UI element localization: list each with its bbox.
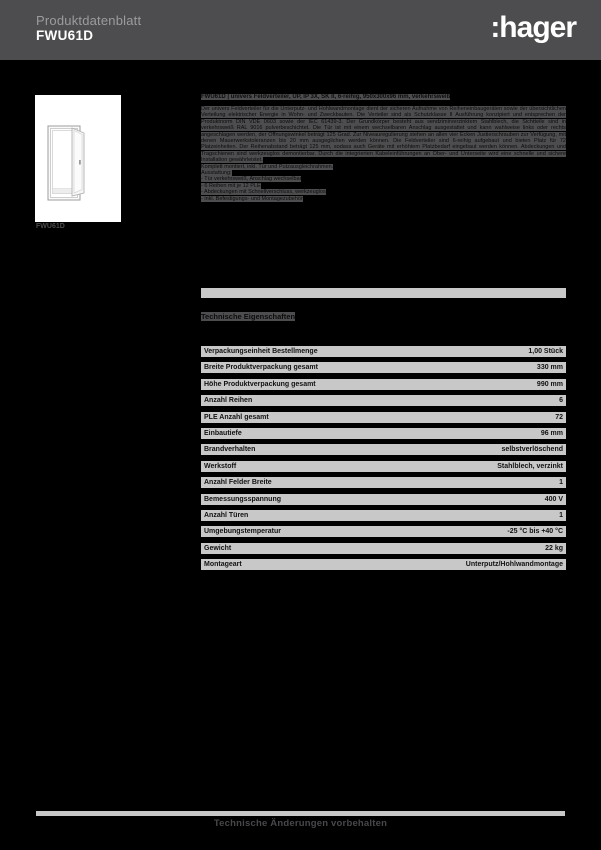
row-value: 6 [559,397,563,405]
product-id-title: FWU61D [36,28,94,43]
footer-disclaimer: Technische Änderungen vorbehalten [213,818,388,829]
table-row [201,412,566,423]
row-value: 22 kg [545,544,563,552]
hager-logo: :hager [490,11,576,44]
row-label: Gewicht [204,544,232,552]
table-row [201,346,566,357]
row-value: 1 [559,479,563,487]
row-value: 330 mm [536,364,563,372]
row-value: 400 V [544,495,563,503]
row-label: Höhe Produktverpackung gesamt [204,380,316,388]
table-row [201,510,566,521]
row-value: Stahlblech, verzinkt [497,462,563,470]
table-row [201,395,566,406]
table-row [201,444,566,455]
description-line-text: Komplett montiert, inkl. Tür und Putzausgleichrahmen. [201,163,334,170]
description-body [201,106,566,164]
technical-properties-table [201,346,566,575]
row-label: Anzahl Felder Breite [204,479,272,487]
row-label: Umgebungstemperatur [204,528,282,536]
table-row [201,461,566,472]
row-label: Anzahl Reihen [204,397,253,405]
row-value: -25 °C bis +40 °C [507,528,563,536]
product-image-caption: FWU61D [36,223,65,230]
table-row [201,362,566,373]
table-row [201,477,566,488]
description-line-text: Ausstattung: [201,170,232,177]
row-label: Anzahl Türen [204,511,249,519]
footer-separator-bar [36,811,565,816]
row-label: Breite Produktverpackung gesamt [204,364,318,372]
table-row [201,379,566,390]
row-label: Werkstoff [204,462,237,470]
doc-type-label: Produktdatenblatt [36,13,142,28]
table-row [201,543,566,554]
row-value: Unterputz/Hohlwandmontage [465,561,563,569]
description-line-text: - 6 Reihen mit je 12 PLE [201,182,261,189]
table-row [201,526,566,537]
row-value: selbstverlöschend [501,446,563,454]
description-title-text: FWU61D | univers Feldverteiler, UP, IP 3X, SK II, 6-reihig, 950x300x96 mm, verkehrsweiß [201,94,451,100]
row-value: 1 [559,511,563,519]
description-body-text: Der univers Feldverteiler für die Unterputz- und Hohlwandmontage dient der sicheren Aufnahme von Reiheneinbaugeräten sowie der übersichtlichen Verteilung elektrischer Energie in Wohn- und Zweckbauten. Die Verteiler sind als Schutzklasse II Ausführung konzipiert und entsprechen der Produktnorm DIN VDE 0603 sowie der IEC 61439-3. Der Grundkörper besteht aus sendzimirverzinktem Stahlblech, die Sichtteile sind in verkehrsweiß RAL 9016 pulverbeschichtet. Die Tür ist mit einem wechselbaren Anschlag ausgestattet und kann wahlweise links oder rechts angeschlagen werden, der Öffnungswinkel beträgt 125 Grad. Zur Niveauregulierung stehen an allen vier Ecken Justierschrauben zur Verfügung, mit denen Mauerwerkstoleranzen bis 20 mm ausgeglichen werden können. Die Feldverteiler sind 6-reihig aufgebaut und bieten Platz für 72 Platzeinheiten. Der Reihenabstand beträgt 125 mm, sodass auch Geräte mit erhöhtem Platzbedarf eingebaut werden können. Abdeckungen und Tragschienen sind werkzeuglos demontierbar. Durch die integrierten Kabeleinführungen an Ober- und Unterseite wird eine schnelle und sichere Installation gewährleistet. [201,106,566,164]
section-heading [201,312,295,321]
table-row [201,428,566,439]
page-header [0,0,601,60]
row-label: Montageart [204,561,242,569]
row-value: 72 [555,413,563,421]
row-value: 1,00 Stück [528,348,563,355]
section-separator-bar [201,288,566,298]
row-label: Brandverhalten [204,446,256,454]
section-heading-text: Technische Eigenschaften [201,312,296,321]
description-line-text: - inkl. Befestigungs- und Montagezubehör [201,195,303,202]
product-image-box [35,95,121,222]
row-label: PLE Anzahl gesamt [204,413,269,421]
row-label: Verpackungseinheit Bestellmenge [204,348,318,355]
row-label: Einbautiefe [204,429,242,437]
table-row [201,559,566,570]
description-line-text: - Abdeckungen mit Schnellverschluss, werkzeuglos [201,189,326,196]
description-column [201,94,566,202]
row-value: 990 mm [536,380,563,388]
enclosure-drawing-icon [35,95,121,222]
row-label: Bemessungsspannung [204,495,282,503]
table-row [201,494,566,505]
row-value: 96 mm [540,429,563,437]
description-line-text: - Tür verkehrsweiß, Anschlag wechselbar [201,176,302,183]
description-line [201,196,566,202]
description-title [201,94,566,101]
